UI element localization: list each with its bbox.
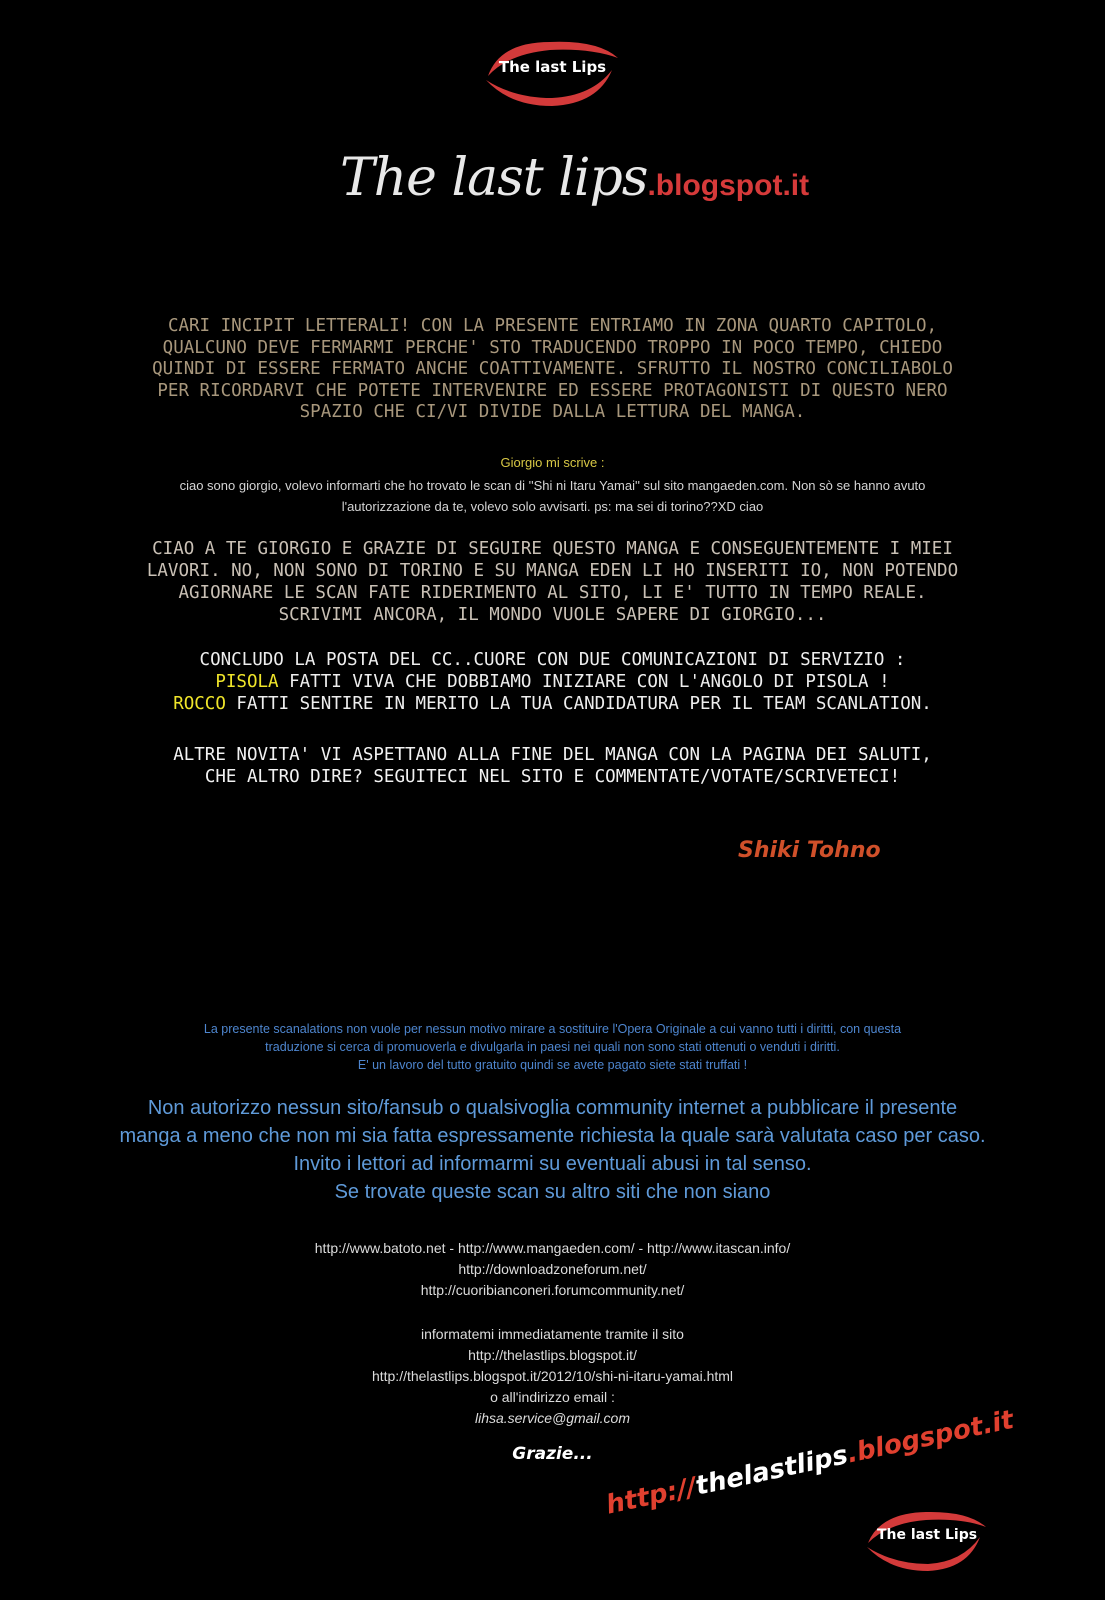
footer-url-name: thelastlips <box>692 1440 851 1502</box>
notice-rocco <box>0 693 1105 715</box>
intro-line: QUINDI DI ESSERE FERMATO ANCHE COATTIVAMENTE. SFRUTTO IL NOSTRO CONCILIABOLO <box>152 359 953 379</box>
warning-line: Se trovate queste scan su altro siti che non siano <box>334 1181 771 1203</box>
warning-line: manga a meno che non mi sia fatta espressamente richiesta la quale sarà valutata caso per caso. <box>119 1125 986 1147</box>
footer-url-protocol: http:// <box>603 1472 700 1521</box>
notice-intro: CONCLUDO LA POSTA DEL CC..CUORE CON DUE COMUNICAZIONI DI SERVIZIO : <box>199 650 906 670</box>
name-rocco: ROCCO <box>173 694 226 714</box>
intro-line: CARI INCIPIT LETTERALI! CON LA PRESENTE ENTRIAMO IN ZONA QUARTO CAPITOLO, <box>167 316 938 336</box>
logo-top <box>480 36 625 108</box>
warning-line: Invito i lettori ad informarmi su eventuali abusi in tal senso. <box>293 1153 812 1175</box>
closing-line: ALTRE NOVITA' VI ASPETTANO ALLA FINE DEL MANGA CON LA PAGINA DEI SALUTI, <box>173 745 932 765</box>
contact-line: informatemi immediatamente tramite il sito <box>421 1326 684 1342</box>
service-notices <box>0 649 1105 715</box>
letter-line: ciao sono giorgio, volevo informarti che ho trovato le scan di ''Shi ni Itaru Yamai'' sul sito mangaeden.com. Non sò se hanno avuto <box>179 478 926 493</box>
disclaimer-line: La presente scanalations non vuole per nessun motivo mirare a sostituire l'Opera Originale a cui vanno tutti i diritti, con questa <box>203 1022 902 1036</box>
name-pisola: PISOLA <box>215 672 279 692</box>
site-title <box>340 148 900 218</box>
site-link-line[interactable]: http://www.batoto.net - http://www.mangaeden.com/ - http://www.itascan.info/ <box>314 1240 791 1256</box>
contact-line: o all'indirizzo email : <box>490 1389 615 1405</box>
site-title-script: The last lips <box>340 148 648 208</box>
footer-url-domain: .blogspot.it <box>844 1404 1017 1470</box>
disclaimer-line: traduzione si cerca di promuoverla e divulgarla in paesi nei quali non sono stati ottenuti o venduti i diritti. <box>265 1040 840 1054</box>
site-title-domain: .blogspot.it <box>647 169 810 202</box>
reply-line: SCRIVIMI ANCORA, IL MONDO VUOLE SAPERE DI GIORGIO... <box>278 605 827 625</box>
disclaimer <box>0 1020 1105 1074</box>
reply-line: AGIORNARE LE SCAN FATE RIDERIMENTO AL SITO, LI E' TUTTO IN TEMPO REALE. <box>178 583 927 603</box>
reply-line: CIAO A TE GIORGIO E GRAZIE DI SEGUIRE QUESTO MANGA E CONSEGUENTEMENTE I MIEI <box>152 539 953 559</box>
intro-line: PER RICORDARVI CHE POTETE INTERVENIRE ED ESSERE PROTAGONISTI DI QUESTO NERO <box>157 380 948 401</box>
intro-paragraph <box>0 316 1105 424</box>
signature: Shiki Tohno <box>738 838 881 863</box>
intro-line: SPAZIO CHE CI/VI DIVIDE DALLA LETTURA DEL MANGA. <box>299 402 806 422</box>
reply-line: LAVORI. NO, NON SONO DI TORINO E SU MANGA EDEN LI HO INSERITI IO, NON POTENDO <box>146 561 959 581</box>
letter-line: l'autorizzazione da te, volevo solo avvisarti. ps: ma sei di torino??XD ciao <box>341 499 764 514</box>
warning-notice <box>0 1094 1105 1206</box>
notice-pisola-text: FATTI VIVA CHE DOBBIAMO INIZIARE CON L'ANGOLO DI PISOLA ! <box>278 672 890 692</box>
blog-link[interactable]: http://thelastlips.blogspot.it/ <box>468 1347 637 1363</box>
reply-paragraph <box>0 538 1105 626</box>
closing-line: CHE ALTRO DIRE? SEGUITECI NEL SITO E COMMENTATE/VOTATE/SCRIVETECI! <box>204 767 901 787</box>
letter-body <box>0 475 1105 517</box>
letter-heading: Giorgio mi scrive : <box>500 455 605 470</box>
contact-info <box>0 1324 1105 1429</box>
notice-pisola <box>0 671 1105 693</box>
logo-text: The last Lips <box>876 1527 978 1543</box>
logo-bottom <box>862 1507 992 1573</box>
warning-line: Non autorizzo nessun sito/fansub o qualsivoglia community internet a pubblicare il presente <box>147 1097 958 1119</box>
post-link[interactable]: http://thelastlips.blogspot.it/2012/10/shi-ni-itaru-yamai.html <box>371 1368 734 1384</box>
disclaimer-line: E' un lavoro del tutto gratuito quindi se avete pagato siete stati truffati ! <box>357 1058 748 1072</box>
site-link-line[interactable]: http://downloadzoneforum.net/ <box>458 1261 647 1277</box>
authorized-sites <box>0 1238 1105 1301</box>
intro-line: QUALCUNO DEVE FERMARMI PERCHE' STO TRADUCENDO TROPPO IN POCO TEMPO, CHIEDO <box>162 337 943 358</box>
email-link[interactable]: lihsa.service@gmail.com <box>474 1410 631 1426</box>
thanks-text: Grazie... <box>512 1444 593 1464</box>
site-link-line[interactable]: http://cuoribianconeri.forumcommunity.net/ <box>420 1282 685 1298</box>
notice-rocco-text: FATTI SENTIRE IN MERITO LA TUA CANDIDATURA PER IL TEAM SCANLATION. <box>225 694 932 714</box>
closing-paragraph <box>0 744 1105 788</box>
logo-text: The last Lips <box>498 58 607 76</box>
